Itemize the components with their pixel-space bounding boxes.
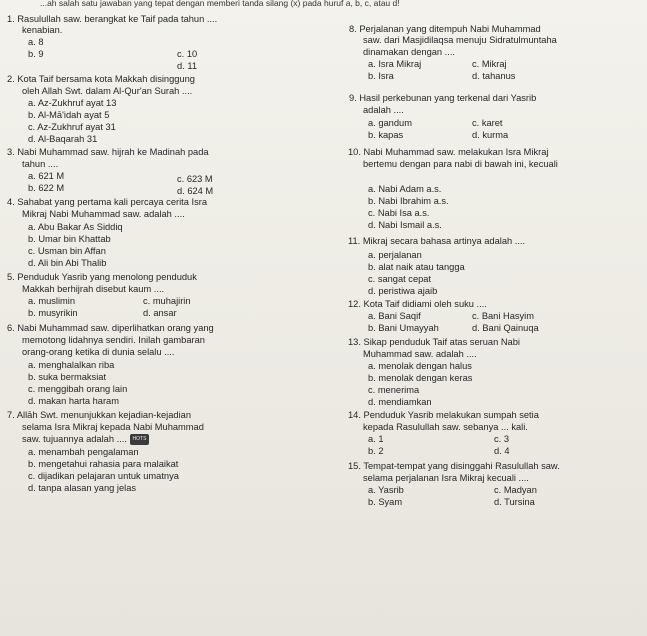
q11-option-d[interactable]: d. peristiwa ajaib (368, 286, 438, 296)
q6-stem-2: memotong lidahnya sendiri. Inilah gambaran (22, 335, 205, 345)
q13-option-b[interactable]: b. menolak dengan keras (368, 373, 473, 383)
q1-stem-1: 1. Rasulullah saw. berangkat ke Taif pada tahun .... (7, 14, 218, 24)
q4-stem-1: 4. Sahabat yang pertama kali percaya cerita Isra (7, 197, 207, 207)
q14-stem-2: kepada Rasulullah saw. sebanya ... kali. (363, 422, 528, 432)
q7-option-d[interactable]: d. tanpa alasan yang jelas (28, 483, 137, 493)
q13-option-c[interactable]: c. menerima (368, 385, 420, 395)
q12-option-c[interactable]: c. Bani Hasyim (472, 311, 534, 321)
q13-option-a[interactable]: a. menolak dengan halus (368, 361, 472, 371)
q8-option-a[interactable]: a. Isra Mikraj (368, 59, 422, 69)
q11-option-b[interactable]: b. alat naik atau tangga (368, 262, 465, 272)
hots-badge: HOTS (130, 434, 150, 445)
q12-option-d[interactable]: d. Bani Qainuqa (472, 323, 539, 333)
q15-option-b[interactable]: b. Syam (368, 497, 403, 507)
q14-option-d[interactable]: d. 4 (494, 446, 510, 456)
q2-stem-1: 2. Kota Taif bersama kota Makkah disinggung (7, 74, 195, 84)
q6-option-a[interactable]: a. menghalalkan riba (28, 360, 115, 370)
q6-stem-3: orang-orang ketika di dunia selalu .... (22, 347, 175, 357)
q13-stem-2: Muhammad saw. adalah .... (363, 349, 477, 359)
q15-option-c[interactable]: c. Madyan (494, 485, 537, 495)
q8-stem-1: 8. Perjalanan yang ditempuh Nabi Muhammad (349, 24, 541, 34)
q8-option-d[interactable]: d. tahanus (472, 71, 516, 81)
q12-stem-1: 12. Kota Taif didiami oleh suku .... (348, 299, 487, 309)
q2-stem-2: oleh Allah Swt. dalam Al-Qur'an Surah .... (22, 86, 193, 96)
q6-stem-1: 6. Nabi Muhammad saw. diperlihatkan orang yang (7, 323, 214, 333)
q11-stem-1: 11. Mikraj secara bahasa artinya adalah .... (348, 236, 526, 246)
q1-stem-2: kenabian. (22, 25, 63, 35)
q2-option-b[interactable]: b. Al-Mā'idah ayat 5 (28, 110, 110, 120)
q10-option-c[interactable]: c. Nabi Isa a.s. (368, 208, 430, 218)
q9-option-d[interactable]: d. kurma (472, 130, 509, 140)
q9-stem-1: 9. Hasil perkebunan yang terkenal dari Yasrib (349, 93, 537, 103)
q15-option-d[interactable]: d. Tursina (494, 497, 535, 507)
q9-option-c[interactable]: c. karet (472, 118, 503, 128)
q1-option-d[interactable]: d. 11 (177, 61, 197, 71)
q14-option-a[interactable]: a. 1 (368, 434, 384, 444)
q8-option-c[interactable]: c. Mikraj (472, 59, 507, 69)
q9-option-a[interactable]: a. gandum (368, 118, 412, 128)
q11-option-c[interactable]: c. sangat cepat (368, 274, 432, 284)
q8-stem-2: saw. dari Masjidilaqsa menuju Sidratulmuntaha (363, 35, 557, 45)
q13-stem-1: 13. Sikap penduduk Taif atas seruan Nabi (348, 337, 520, 347)
q1-option-b[interactable]: b. 9 (28, 49, 44, 59)
q5-option-d[interactable]: d. ansar (143, 308, 177, 318)
q7-stem-2: selama Isra Mikraj kepada Nabi Muhammad (22, 422, 204, 432)
q3-option-c[interactable]: c. 623 M (177, 174, 213, 184)
q15-option-a[interactable]: a. Yasrib (368, 485, 404, 495)
q5-option-b[interactable]: b. musyrikin (28, 308, 78, 318)
q3-stem-1: 3. Nabi Muhammad saw. hijrah ke Madinah pada (7, 147, 209, 157)
q4-option-b[interactable]: b. Umar bin Khattab (28, 234, 111, 244)
q3-option-b[interactable]: b. 622 M (28, 183, 65, 193)
q4-option-c[interactable]: c. Usman bin Affan (28, 246, 106, 256)
q8-stem-3: dinamakan dengan .... (363, 47, 456, 57)
q6-option-c[interactable]: c. menggibah orang lain (28, 384, 128, 394)
q4-option-a[interactable]: a. Abu Bakar As Siddiq (28, 222, 123, 232)
q10-stem-1: 10. Nabi Muhammad saw. melakukan Isra Mikraj (348, 147, 549, 157)
q2-option-a[interactable]: a. Az-Zukhruf ayat 13 (28, 98, 117, 108)
q2-option-c[interactable]: c. Az-Zukhruf ayat 31 (28, 122, 116, 132)
q12-option-a[interactable]: a. Bani Saqif (368, 311, 421, 321)
q6-option-d[interactable]: d. makan harta haram (28, 396, 119, 406)
q7-option-a[interactable]: a. menambah pengalaman (28, 447, 139, 457)
q6-option-b[interactable]: b. suka bermaksiat (28, 372, 107, 382)
q3-option-d[interactable]: d. 624 M (177, 186, 214, 196)
q7-option-c[interactable]: c. dijadikan pelajaran untuk umatnya (28, 471, 179, 481)
q1-option-a[interactable]: a. 8 (28, 37, 44, 47)
q11-option-a[interactable]: a. perjalanan (368, 250, 422, 260)
q5-stem-1: 5. Penduduk Yasrib yang menolong penduduk (7, 272, 197, 282)
q12-option-b[interactable]: b. Bani Umayyah (368, 323, 439, 333)
q15-stem-2: selama perjalanan Isra Mikraj kecuali .... (363, 473, 529, 483)
q10-option-d[interactable]: d. Nabi Ismail a.s. (368, 220, 442, 230)
q3-option-a[interactable]: a. 621 M (28, 171, 65, 181)
q14-option-c[interactable]: c. 3 (494, 434, 509, 444)
q4-stem-2: Mikraj Nabi Muhammad saw. adalah .... (22, 209, 185, 219)
q3-stem-2: tahun .... (22, 159, 59, 169)
q10-stem-2: bertemu dengan para nabi di bawah ini, kecuali (363, 159, 558, 169)
q10-option-b[interactable]: b. Nabi Ibrahim a.s. (368, 196, 449, 206)
q5-stem-2: Makkah berhijrah disebut kaum .... (22, 284, 165, 294)
q9-option-b[interactable]: b. kapas (368, 130, 404, 140)
q7-stem-3: saw. tujuannya adalah .... (22, 434, 127, 444)
q4-option-d[interactable]: d. Ali bin Abi Thalib (28, 258, 107, 268)
q7-stem-3-row (22, 434, 149, 445)
q10-option-a[interactable]: a. Nabi Adam a.s. (368, 184, 442, 194)
q8-option-b[interactable]: b. Isra (368, 71, 394, 81)
instruction-line: ...ah salah satu jawaban yang tepat dengan memberi tanda silang (x) pada huruf a, b, c, atau d! (40, 0, 400, 8)
q13-option-d[interactable]: d. mendiamkan (368, 397, 432, 407)
q7-option-b[interactable]: b. mengetahui rahasia para malaikat (28, 459, 179, 469)
q15-stem-1: 15. Tempat-tempat yang disinggahi Rasulullah saw. (348, 461, 560, 471)
q1-option-c[interactable]: c. 10 (177, 49, 198, 59)
q14-option-b[interactable]: b. 2 (368, 446, 384, 456)
q2-option-d[interactable]: d. Al-Baqarah 31 (28, 134, 98, 144)
q5-option-a[interactable]: a. muslimin (28, 296, 76, 306)
q14-stem-1: 14. Penduduk Yasrib melakukan sumpah setia (348, 410, 539, 420)
q9-stem-2: adalah .... (363, 105, 404, 115)
q7-stem-1: 7. Allāh Swt. menunjukkan kejadian-kejadian (7, 410, 191, 420)
q5-option-c[interactable]: c. muhajirin (143, 296, 191, 306)
